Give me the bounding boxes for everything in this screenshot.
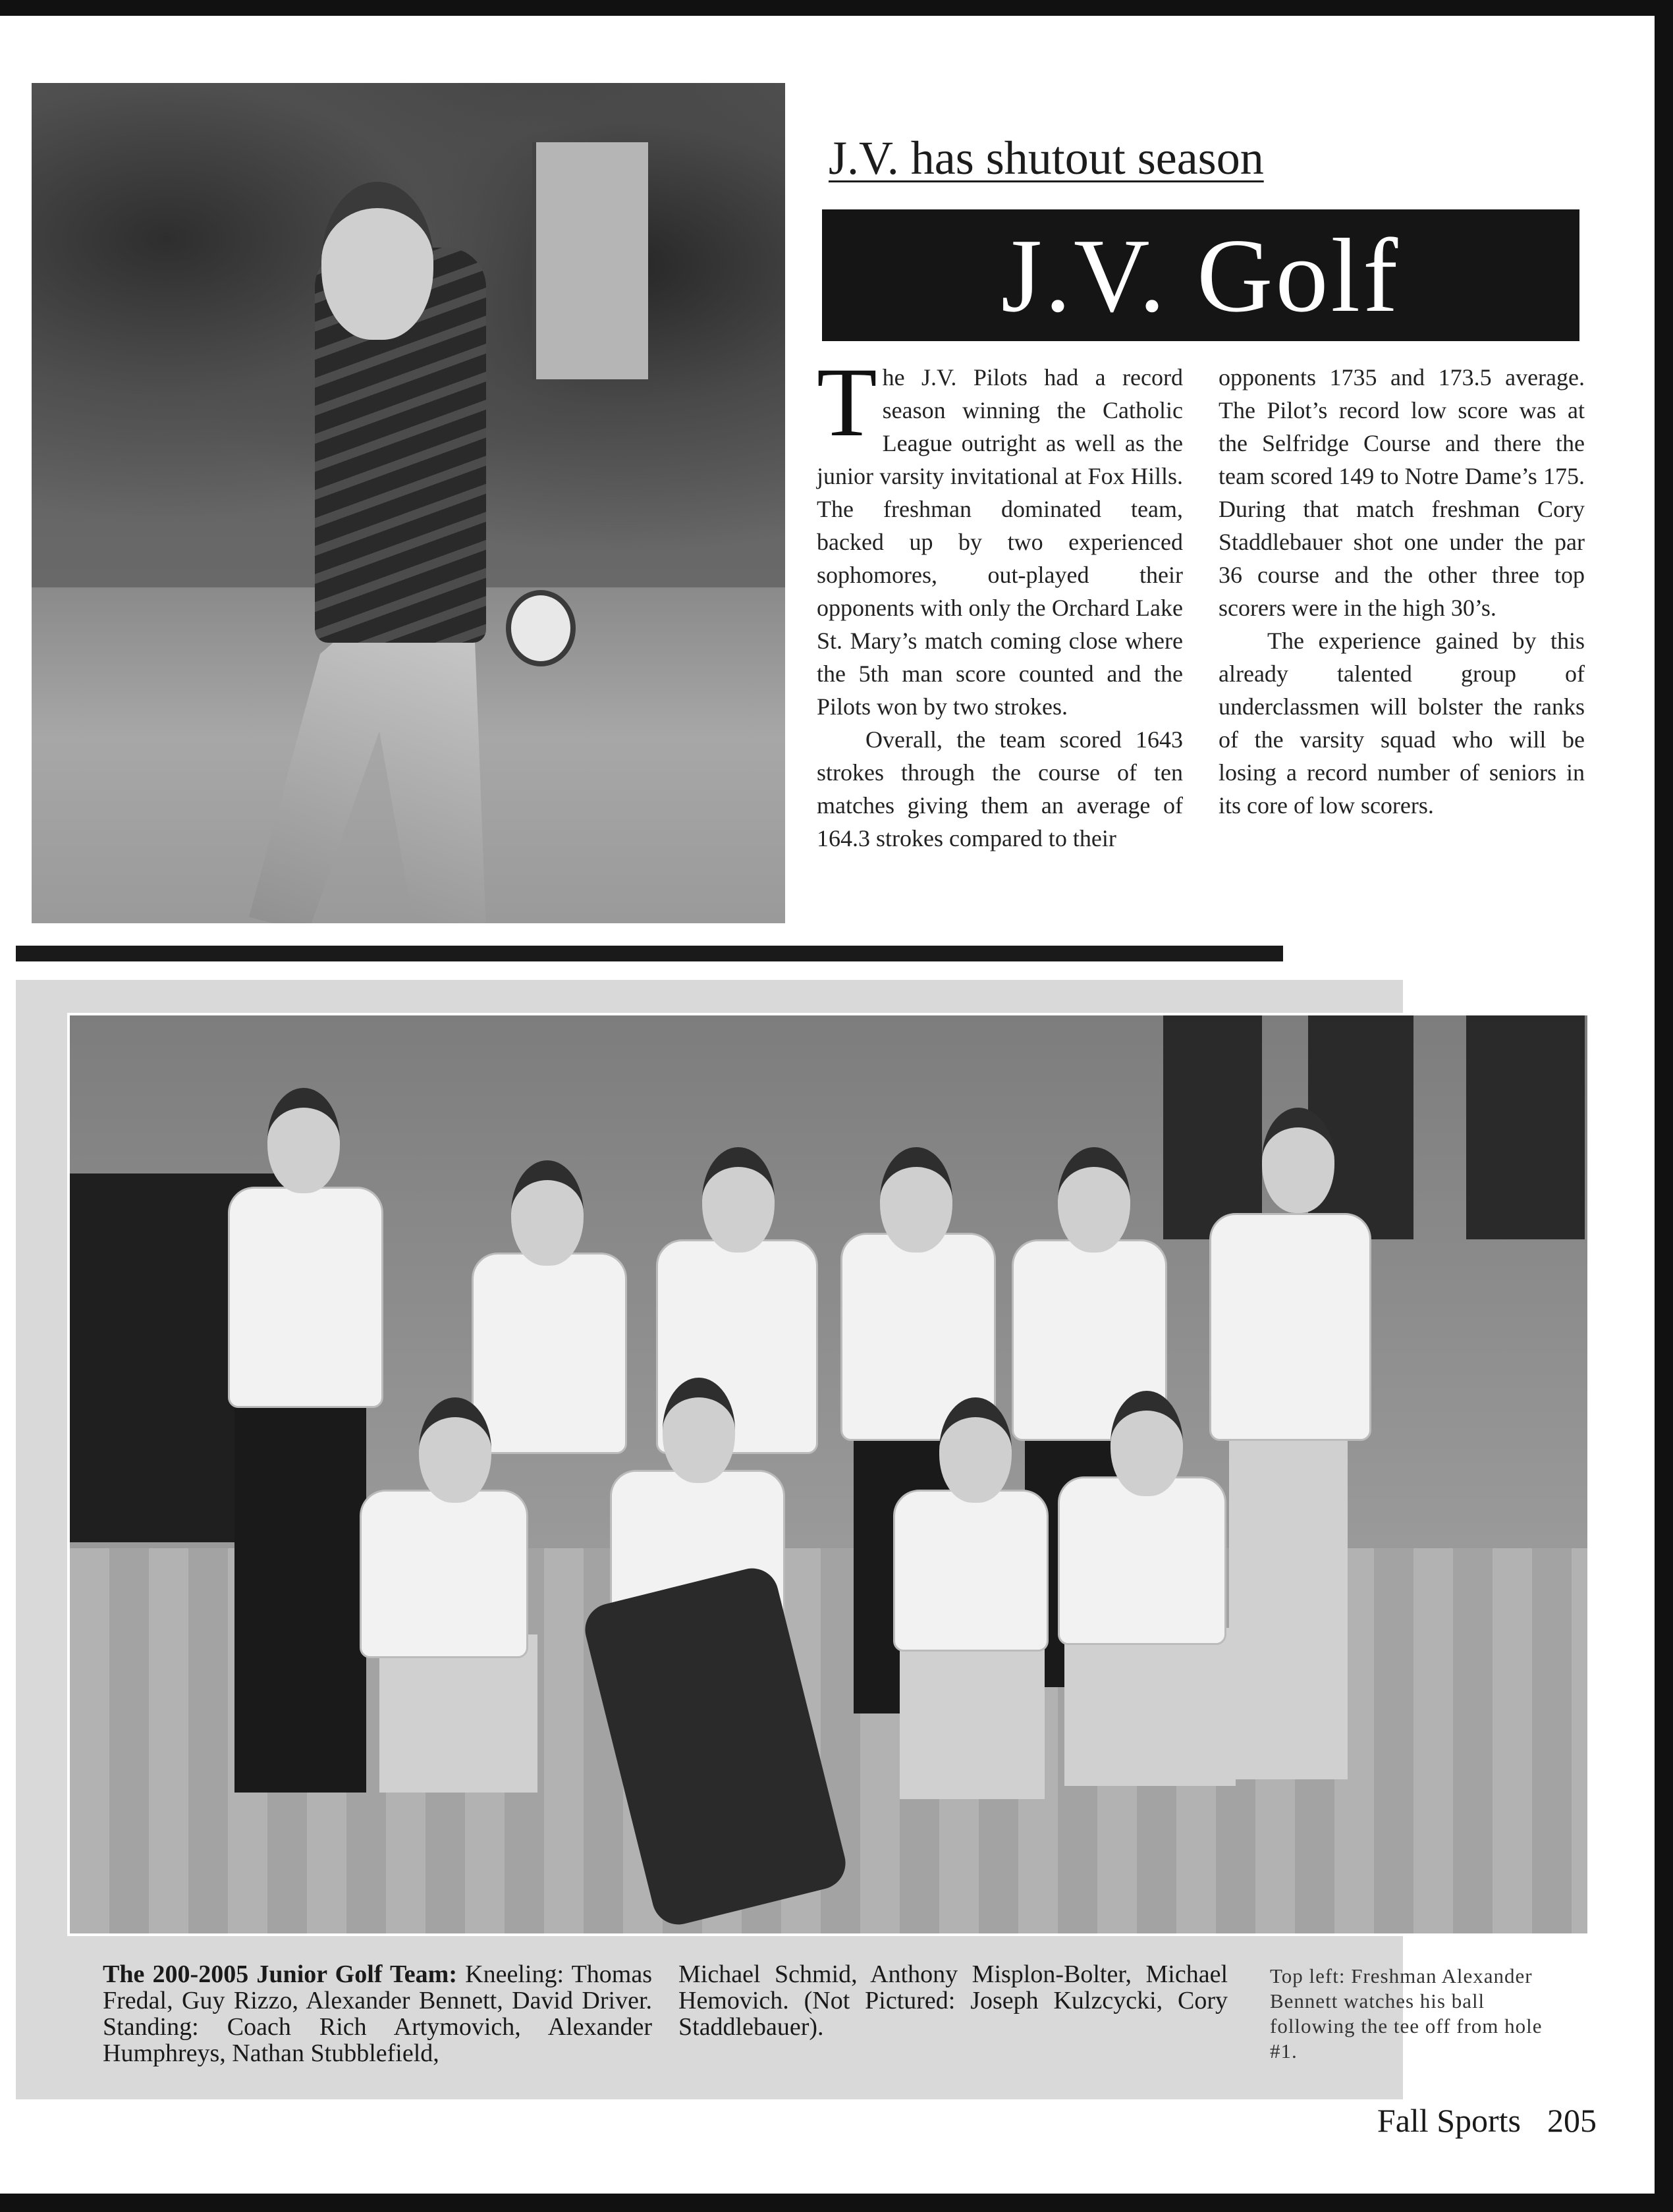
wall-mural [1163, 1015, 1585, 1239]
scan-edge-bottom [0, 2194, 1673, 2212]
section-divider [16, 946, 1283, 961]
player-pants [379, 1634, 537, 1793]
player-pants [1064, 1628, 1236, 1786]
player-standing [472, 1253, 627, 1454]
player-pants [1229, 1424, 1348, 1779]
player-head [939, 1397, 1012, 1503]
player-head [511, 1160, 584, 1266]
team-caption-part-1 [103, 1961, 652, 2066]
player-kneeling [1058, 1476, 1226, 1645]
player-kneeling [893, 1490, 1049, 1652]
team-caption-lead: The 200-2005 Junior Golf Team: [103, 1960, 457, 1988]
scan-edge-top [0, 0, 1673, 16]
scan-edge-right [1655, 0, 1673, 2212]
article-column-2 [1219, 361, 1585, 822]
folio-page-number: 205 [1547, 2102, 1597, 2139]
player-head [419, 1397, 491, 1503]
player-pants [900, 1628, 1045, 1799]
team-caption-part-2: Michael Schmid, Anthony Misplon-Bolter, Michael Hemovich. (Not Pictured: Joseph Kulzcycki, Cory Staddlebauer). [678, 1960, 1228, 2041]
article-kicker: J.V. has shutout season [829, 132, 1264, 184]
player-head [1058, 1147, 1130, 1253]
player-standing [228, 1187, 383, 1408]
drop-cap: T [817, 348, 877, 457]
article-paragraph: The experience gained by this already talented group of underclassmen will bolster the ranks of the varsity squad who will be losing a record number of seniors in its core of low scorers. [1219, 628, 1585, 819]
player-head [702, 1147, 775, 1253]
player-standing [1209, 1213, 1371, 1441]
player-head [267, 1088, 340, 1193]
player-head [1262, 1108, 1334, 1213]
team-caption-text: Kneeling: Thomas Fredal, Guy Rizzo, Alexander Bennett, David Driver. Standing: Coach Rich Artymovich, Alexander Humphreys, Nathan Stubblefield, [103, 1960, 652, 2067]
player-kneeling [360, 1490, 528, 1658]
article-paragraph: Overall, the team scored 1643 strokes through the course of ten matches giving them an average of 164.3 strokes compared to their [817, 726, 1183, 851]
player-head [880, 1147, 952, 1253]
article-column-1 [817, 348, 1183, 855]
golfer-photo-caption: Top left: Freshman Alexander Bennett watches his ball following the tee off from hole #1. [1270, 1964, 1543, 2063]
folio-section: Fall Sports [1377, 2102, 1521, 2139]
page-folio [1377, 2101, 1597, 2140]
player-pants [234, 1384, 366, 1793]
article-title: J.V. Golf [1001, 217, 1401, 334]
player-head [1111, 1391, 1183, 1496]
golf-club-head [506, 590, 576, 666]
golfer-head [321, 182, 433, 340]
team-photo [67, 1013, 1590, 1936]
player-head [663, 1378, 735, 1483]
photo-building [532, 142, 648, 379]
article-paragraph: The J.V. Pilots had a record season winning the Catholic League outright as well as the junior varsity invitational at Fox Hills. The freshman dominated team, backed up by two experienced sophomores, out-played their opponents with only the Orchard Lake St. Mary’s match coming close where the 5th man score counted and the Pilots won by two strokes. [817, 348, 1183, 720]
golfer-photo [32, 83, 785, 923]
article-paragraph: opponents 1735 and 173.5 average. The Pilot’s record low score was at the Selfridge Course and there the team scored 149 to Notre Dame’s 175. During that match freshman Cory Staddlebauer shot one under the par 36 course and the other three top scorers were in the high 30’s. [1219, 364, 1585, 621]
title-banner [822, 209, 1579, 341]
